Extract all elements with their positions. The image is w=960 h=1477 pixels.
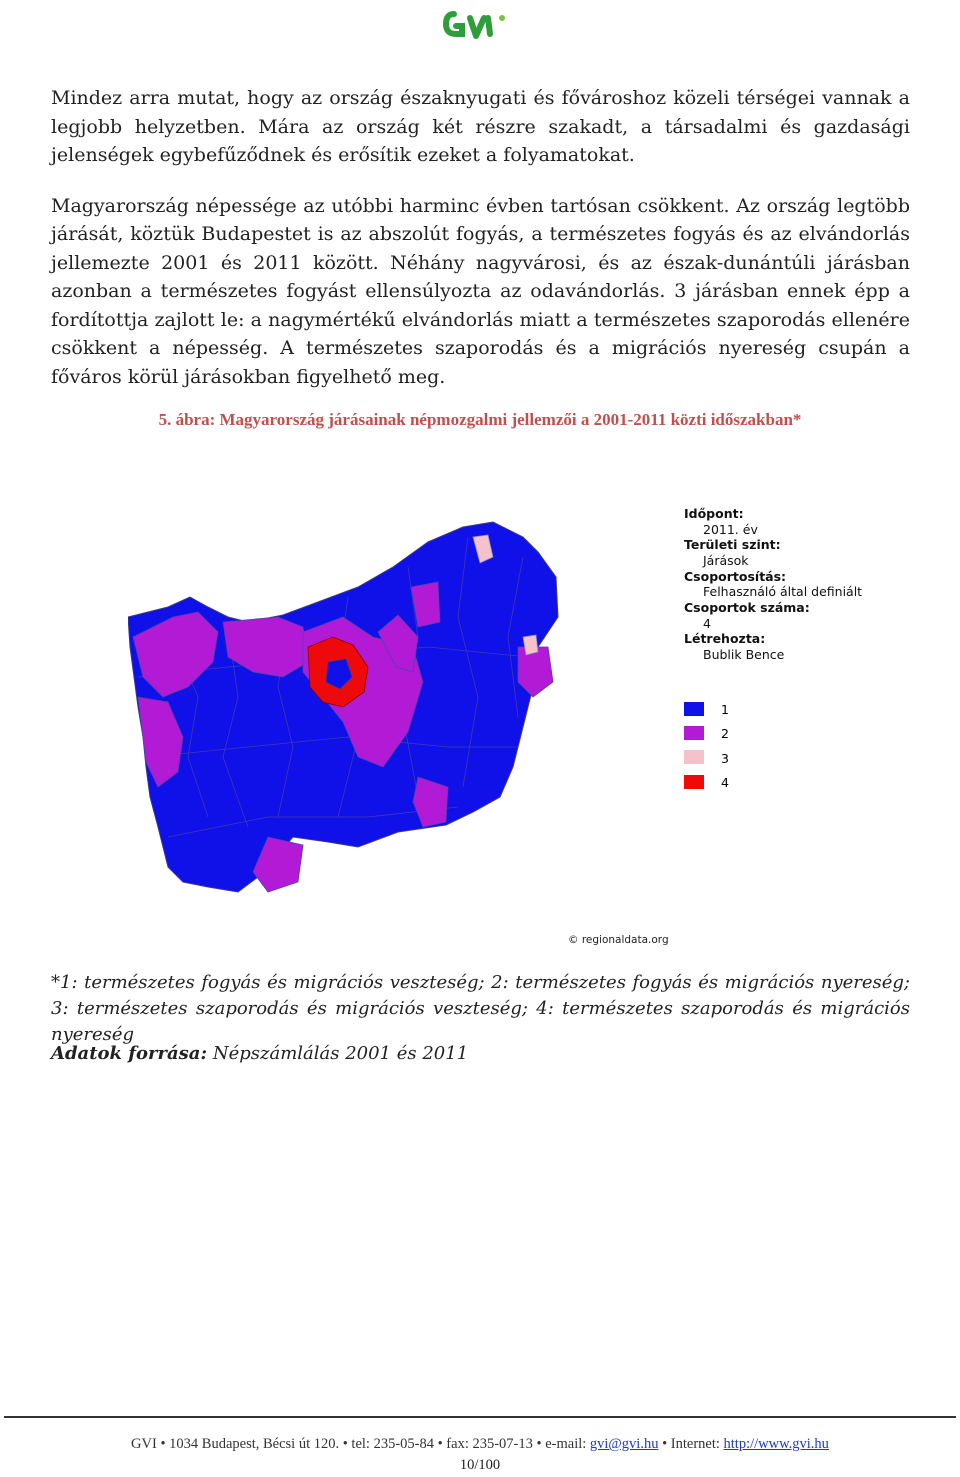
page-number: 10/100 [459,1457,501,1473]
info-value-5: Bublik Bence [703,647,785,662]
data-source-value: Népszámlálás 2001 és 2011 [207,1043,469,1064]
footer-divider [4,1416,956,1418]
info-value-3: Felhasználó által definiált [703,584,863,599]
footer-internet-label: • Internet: [658,1436,724,1452]
legend-swatch-4 [684,775,704,789]
figure-note: *1: természetes fogyás és migrációs veszteség; 2: természetes fogyás és migrációs nyereség; 3: természetes szaporodás és migrációs veszteség; 4: természetes szaporodás és migrációs nyereség [51,972,910,1045]
info-value-1: 2011. év [703,522,758,537]
data-source [51,1043,468,1064]
legend-label-3: 3 [721,751,729,766]
paragraph-2: Magyarország népessége az utóbbi harminc évben tartósan csökkent. Az ország legtöbb járását, köztük Budapestet is az abszolút fogyás, a természetes fogyás és az elvándorlás jellemezte 2001 és 2011 között. Néhány nagyvárosi, és az észak-dunántúli járásban azonban a természetes fogyást ellensúlyozta az odavándorlás. 3 járásban ennek épp a fordítottja zajlott le: a nagymértékű elvándorlás miatt a természetes szaporodás ellenére csökkent a népesség. A természetes szaporodás és a migrációs nyereség csupán a főváros körül járásokban figyelhető meg. [51,194,910,388]
figure-caption: 5. ábra: Magyarország járásainak népmozgalmi jellemzői a 2001-2011 közti időszakban* [158,410,802,429]
paragraph-1: Mindez arra mutat, hogy az ország északnyugati és fővároshoz közeli térségei vannak a legjobb helyzetben. Mára az ország két részre szakadt, a társadalmi és gazdasági jelenségek egybefűződnek és erősítik ezeket a folyamatokat. [51,87,910,166]
legend-swatch-3 [684,750,704,764]
info-value-4: 4 [703,616,711,631]
legend-label-2: 2 [721,726,729,741]
footer [0,1436,960,1453]
gvi-logo [440,4,520,48]
map-legend [684,702,729,790]
legend-swatch-2 [684,726,704,740]
info-label-3: Csoportosítás: [684,569,787,584]
legend-label-4: 4 [721,775,729,790]
legend-swatch-1 [684,702,704,716]
data-source-label: Adatok forrása: [51,1043,208,1064]
footer-contact: GVI • 1034 Budapest, Bécsi út 120. • tel: 235-05-84 • fax: 235-07-13 • e-mail: [131,1436,590,1452]
info-label-4: Csoportok száma: [684,600,810,615]
district-map-figure [128,497,888,952]
legend-label-1: 1 [721,702,729,717]
info-label-1: Időpont: [684,506,744,521]
body-text [51,84,910,391]
info-value-2: Járások [703,553,749,568]
map-copyright: © regionaldata.org [568,934,669,946]
footer-email-link[interactable]: gvi@gvi.hu [589,1436,659,1452]
info-label-2: Területi szint: [684,537,781,552]
info-label-5: Létrehozta: [684,631,766,646]
footer-website-link[interactable]: http://www.gvi.hu [723,1436,829,1452]
pink-region-east [523,635,538,655]
